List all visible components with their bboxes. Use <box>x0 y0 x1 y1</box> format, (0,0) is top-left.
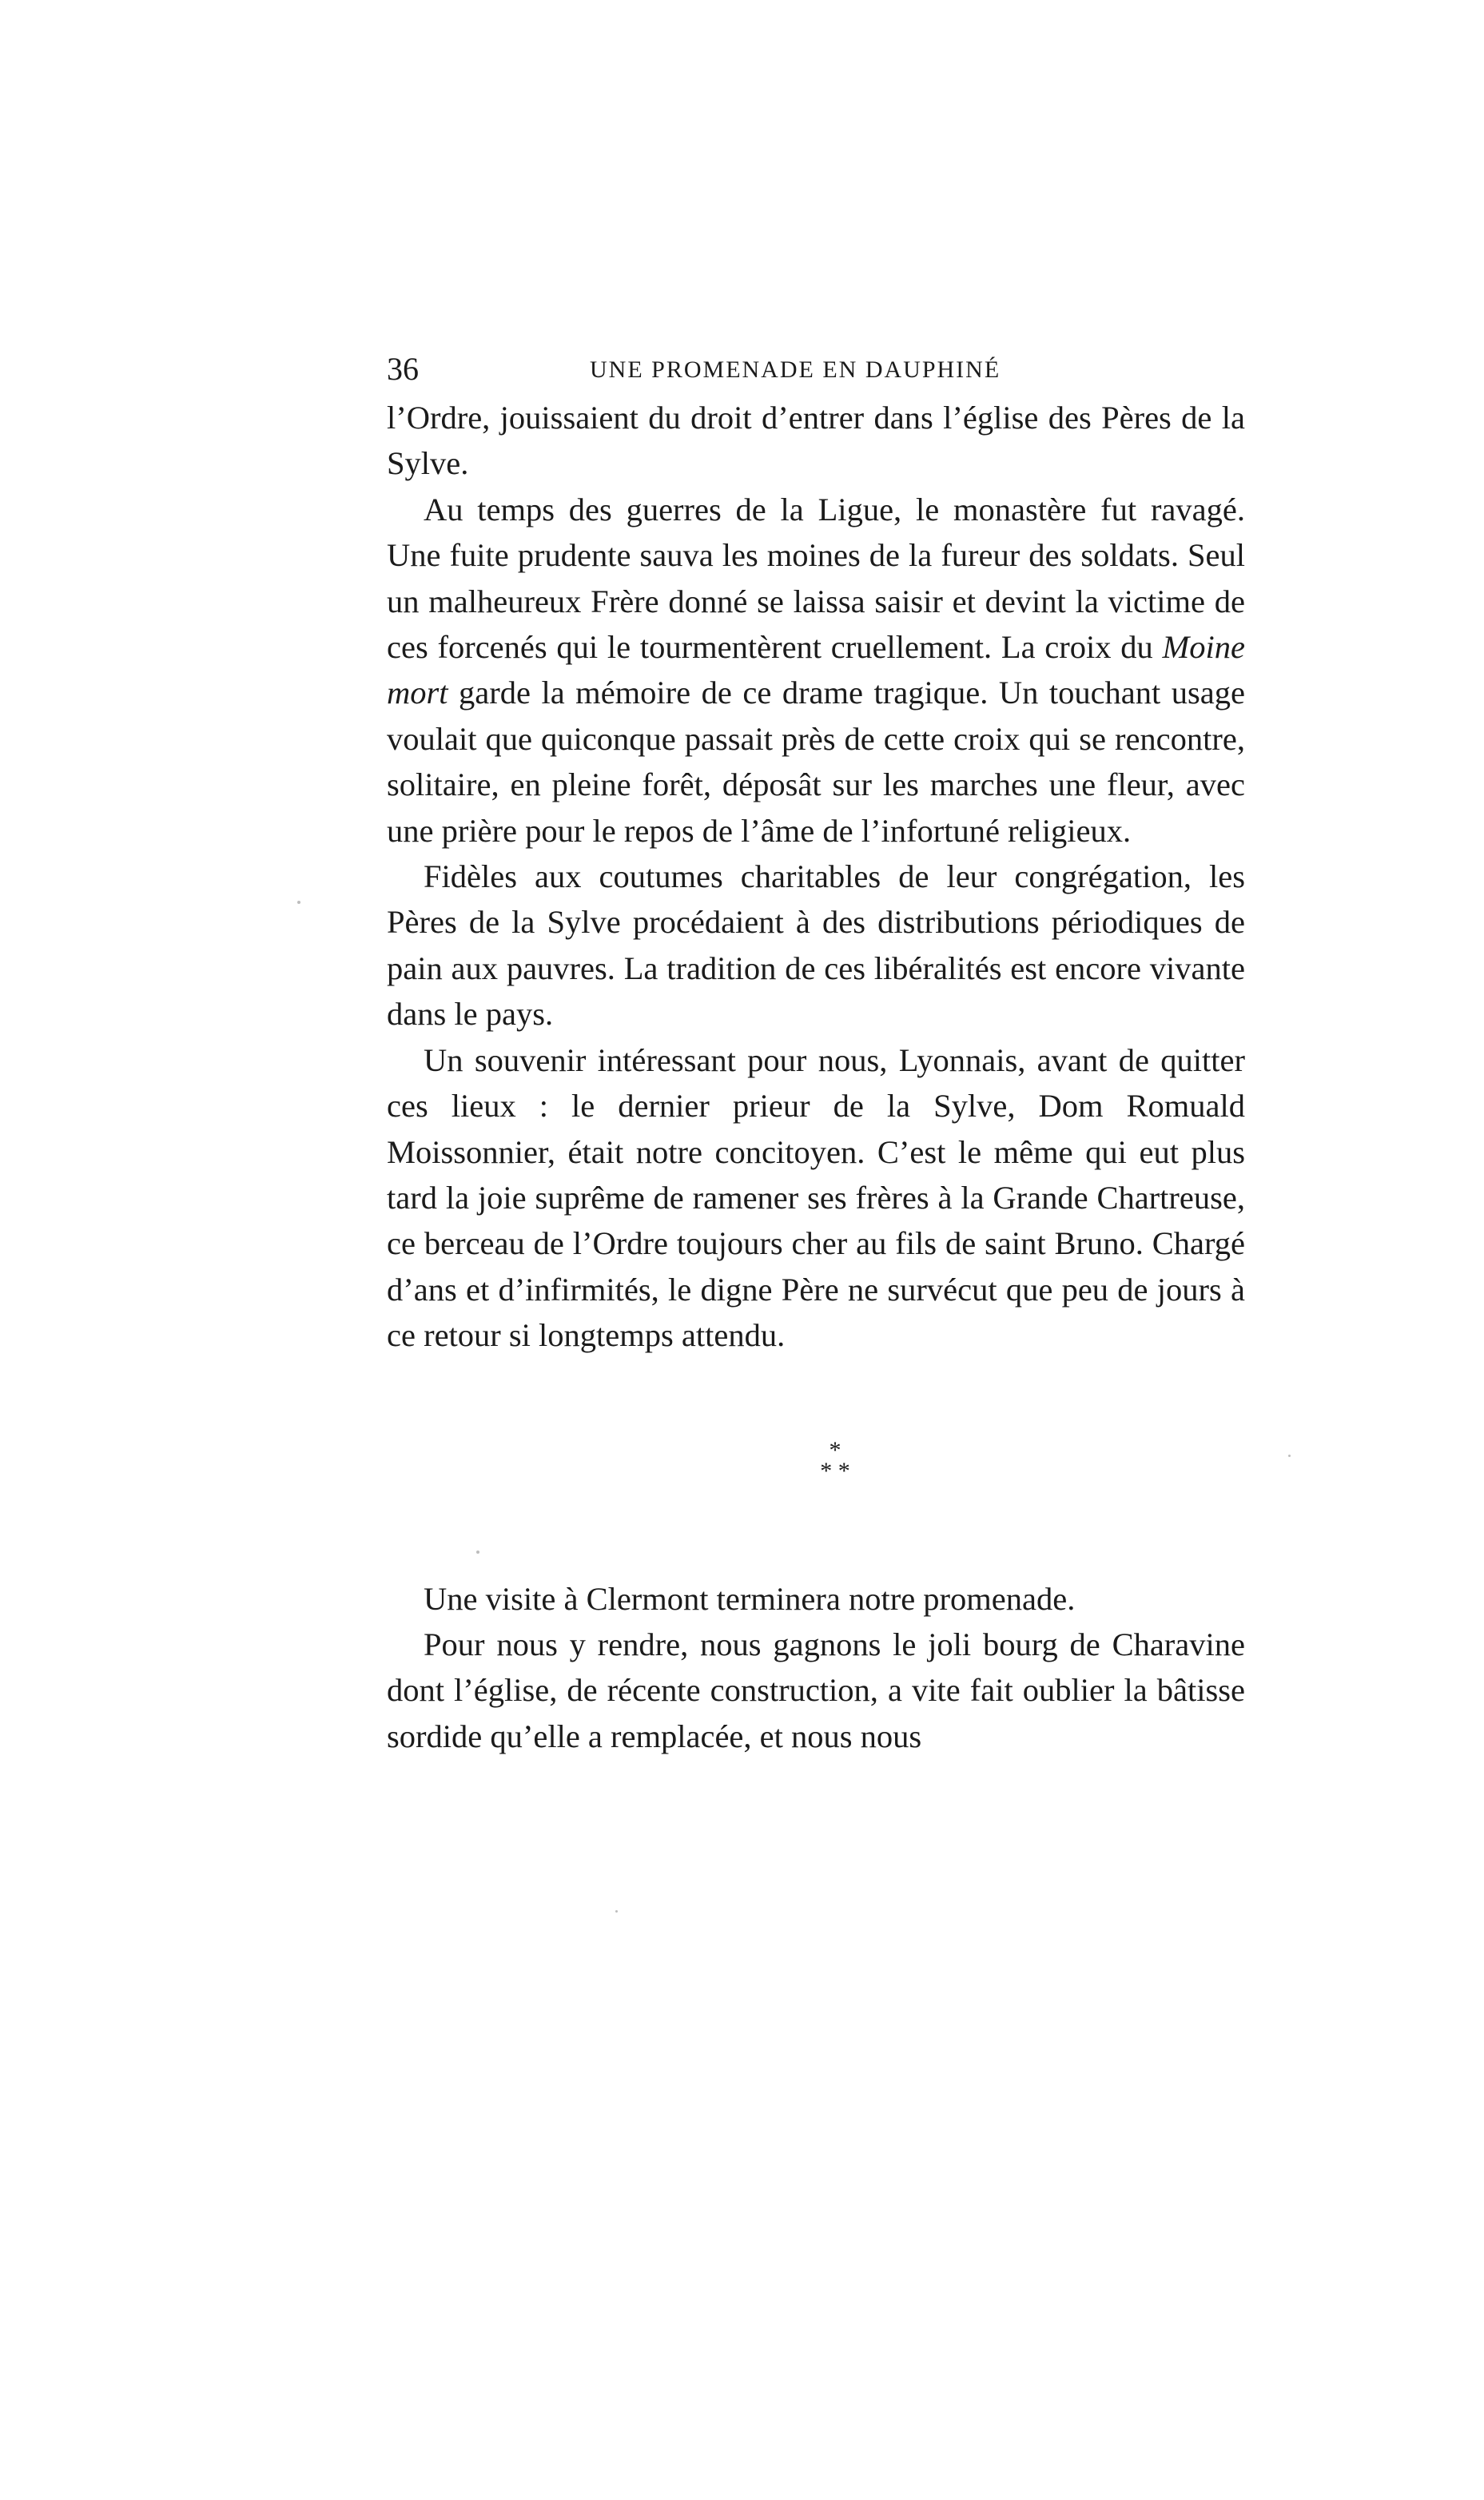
italic-moine-mort: Moine mort <box>387 629 1245 711</box>
asterism-bottom: * * <box>820 1457 850 1484</box>
paragraph-charavine: Pour nous y rendre, nous gagnons le joli bourg de Charavine dont l’église, de récente construction, a vite fait oublier la bâtisse sordide qu’elle a remplacée, et nous nous <box>387 1626 1245 1754</box>
paper-speck <box>1288 1455 1291 1457</box>
paragraph-souvenir: Un souvenir intéressant pour nous, Lyonnais, avant de quitter ces lieux : le dernier prieur de la Sylve, Dom Romuald Moissonnier, était notre concitoyen. C’est le même qui eut plus tard la joie suprême de ramener ses frères à la Grande Chartreuse, ce berceau de l’Ordre toujours cher au fils de saint Bruno. Chargé d’ans et d’infirmités, le digne Père ne survécut que peu de jours à ce retour si longtemps attendu. <box>387 1041 1245 1354</box>
asterism-separator <box>387 1436 1245 1484</box>
paragraph-continuation: l’Ordre, jouissaient du droit d’entrer dans l’église des Pères de la Sylve. <box>387 400 1245 482</box>
paper-speck <box>615 1910 618 1913</box>
paper-speck <box>476 1551 479 1554</box>
book-page <box>387 350 1245 1759</box>
paper-speck <box>297 901 300 904</box>
asterism-top: * <box>829 1436 841 1463</box>
paragraph-ligue-text-2: garde la mémoire de ce drame tragique. Un touchant usage voulait que quiconque passait près de cette croix qui se rencontre, solitaire, en pleine forêt, déposât sur les marches une fleur, avec une prière pour le repos de l’âme de l’infortuné religieux. <box>387 675 1245 849</box>
paragraph-ligue-text-1: Au temps des guerres de la Ligue, le monastère fut ravagé. Une fuite prudente sauva les moines de la fureur des soldats. Seul un malheureux Frère donné se laissa saisir et devint la victime de ces forcenés qui le tourmentèrent cruellement. La croix du <box>387 491 1245 666</box>
paragraph-ligue <box>387 487 1245 854</box>
paragraph-fideles: Fidèles aux coutumes charitables de leur congrégation, les Pères de la Sylve procédaient à des distributions périodiques de pain aux pauvres. La tradition de ces libéralités est encore vivante dans le pays. <box>387 858 1245 1033</box>
running-title: UNE PROMENADE EN DAUPHINÉ <box>590 356 1001 383</box>
running-head <box>387 350 1245 395</box>
paragraph-clermont: Une visite à Clermont terminera notre promenade. <box>424 1580 1076 1617</box>
page-number: 36 <box>387 351 419 387</box>
